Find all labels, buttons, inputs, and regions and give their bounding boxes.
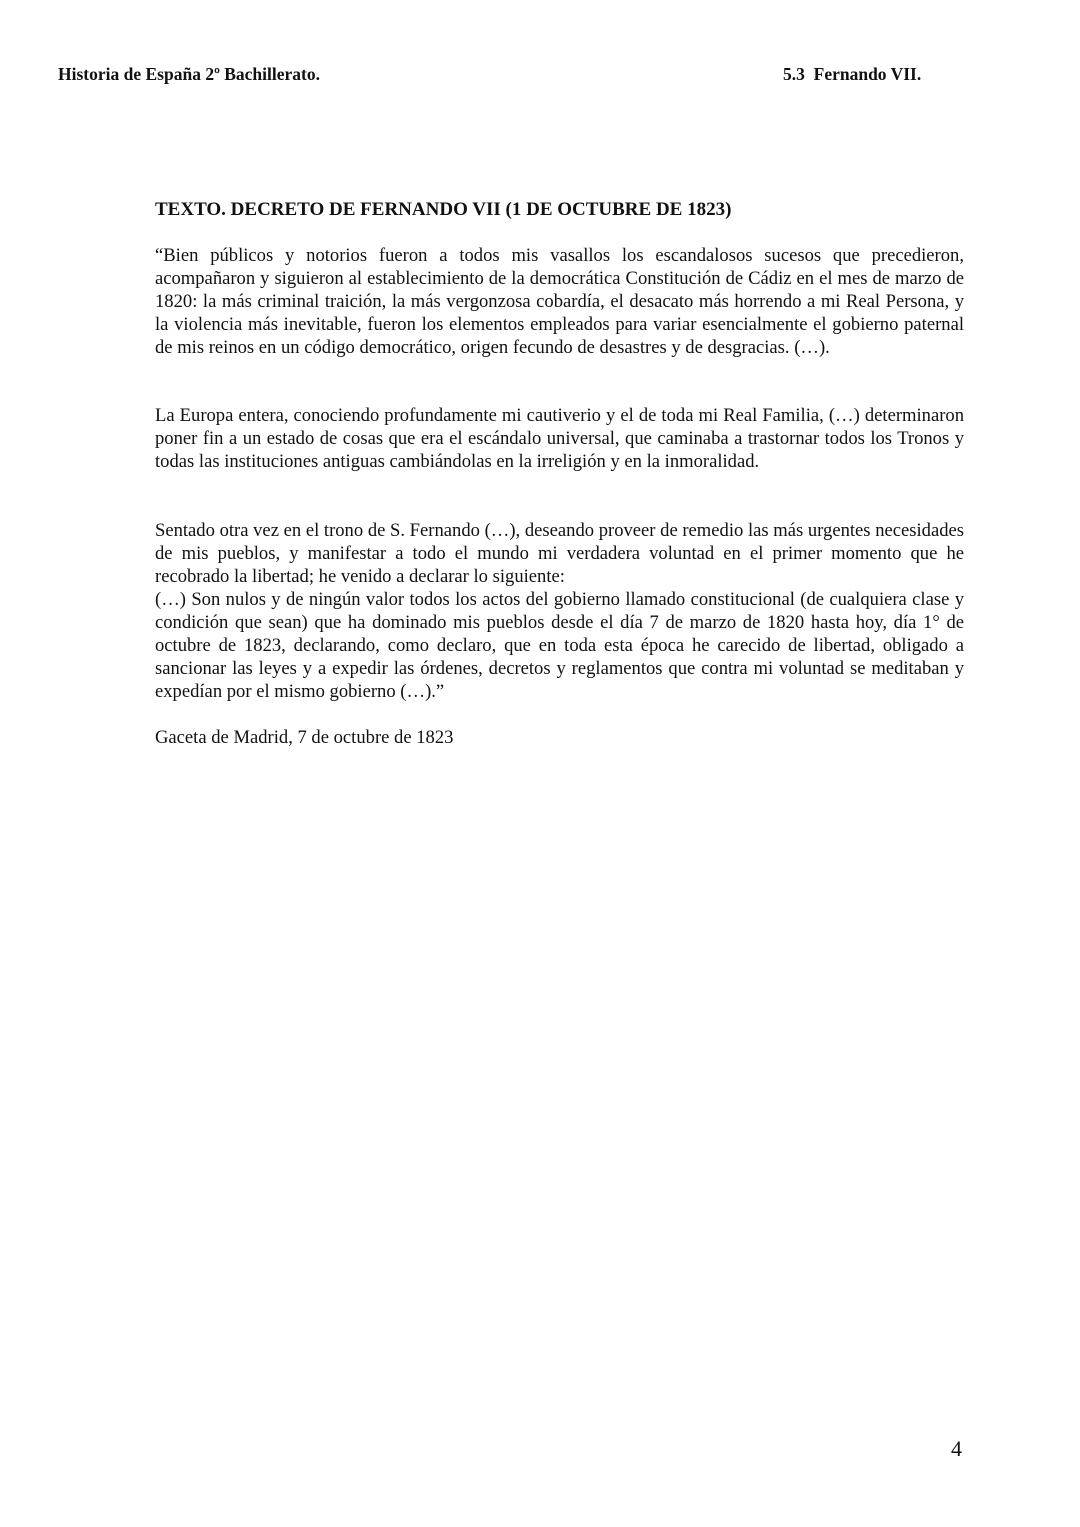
paragraph: La Europa entera, conociendo profundamente mi cautiverio y el de toda mi Real Familia, (…) determinaron poner fin a un estado de cosas que era el escándalo universal, que caminaba a trastornar todos los Tronos y todas las instituciones antiguas cambiándolas en la irreligión y en la inmoralidad. bbox=[155, 405, 964, 472]
course-header: Historia de España 2º Bachillerato. bbox=[58, 64, 320, 84]
paragraph: (…) Son nulos y de ningún valor todos los actos del gobierno llamado constitucional (de cualquiera clase y condición que sean) que ha dominado mis pueblos desde el día 7 de marzo de 1820 hasta hoy, día 1° de octubre de 1823, declarando, como declaro, que en toda esta época he carecido de libertad, obligado a sancionar las leyes y a expedir las órdenes, decretos y reglamentos que contra mi voluntad se meditaban y expedían por el mismo gobierno (…).” bbox=[155, 589, 964, 702]
paragraph: “Bien públicos y notorios fueron a todos mis vasallos los escandalosos sucesos que precedieron, acompañaron y siguieron al establecimiento de la democrática Constitución de Cádiz en el mes de marzo de 1820: la más criminal traición, la más vergonzosa cobardía, el desacato más horrendo a mi Real Persona, y la violencia más inevitable, fueron los elementos empleados para variar esencialmente el gobierno paternal de mis reinos en un código democrático, origen fecundo de desastres y de desgracias. (…). bbox=[155, 245, 964, 358]
document-title: TEXTO. DECRETO DE FERNANDO VII (1 DE OCTUBRE DE 1823) bbox=[155, 199, 732, 220]
page-number: 4 bbox=[951, 1436, 962, 1461]
section-header: 5.3 Fernando VII. bbox=[783, 64, 922, 84]
paragraph: Sentado otra vez en el trono de S. Fernando (…), deseando proveer de remedio las más urgentes necesidades de mis pueblos, y manifestar a todo el mundo mi verdadera voluntad en el primer momento que he recobrado la libertad; he venido a declarar lo siguiente: bbox=[155, 520, 964, 587]
source-citation: Gaceta de Madrid, 7 de octubre de 1823 bbox=[155, 727, 454, 748]
